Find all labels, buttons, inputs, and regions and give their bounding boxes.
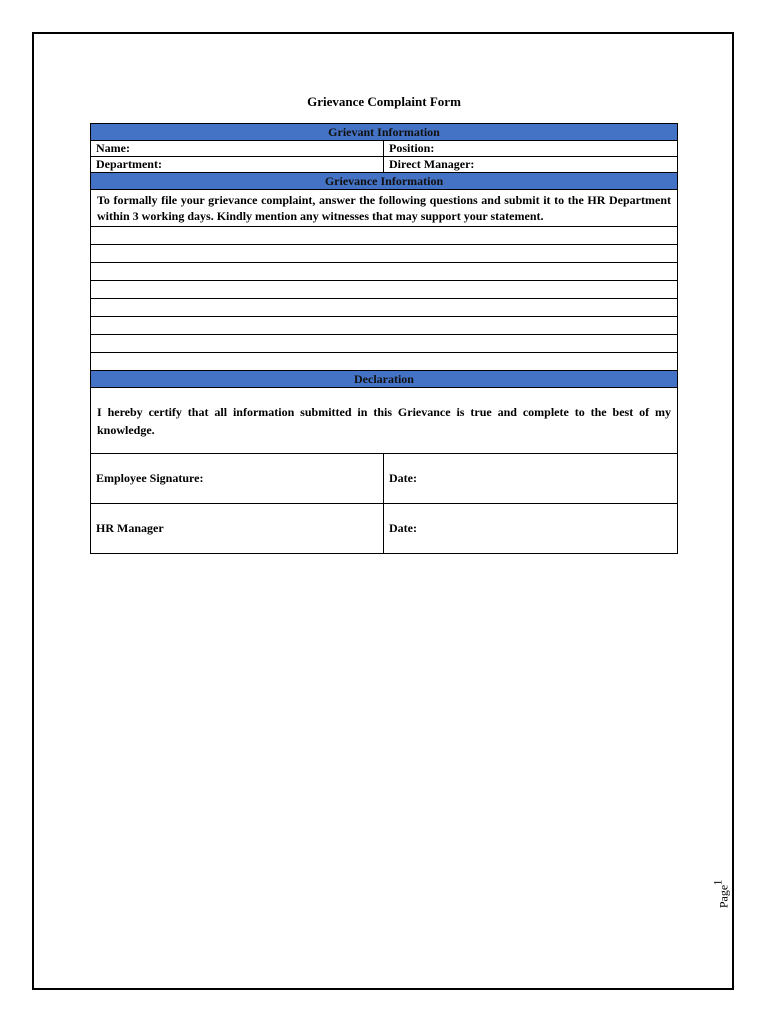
answer-line-field[interactable] <box>91 281 677 298</box>
name-field[interactable]: Name: <box>91 141 384 156</box>
answer-line <box>91 317 677 335</box>
answer-line-field[interactable] <box>91 335 677 352</box>
position-field[interactable]: Position: <box>389 141 435 155</box>
department-manager-row <box>91 157 677 173</box>
declaration-header: Declaration <box>91 371 677 387</box>
answer-line <box>91 245 677 263</box>
instructions-row <box>91 190 677 227</box>
hr-date-field[interactable]: Date: <box>389 521 417 535</box>
answer-line-field[interactable] <box>91 227 677 244</box>
name-position-row <box>91 141 677 157</box>
form-title: Grievance Complaint Form <box>307 94 461 109</box>
answer-line-field[interactable] <box>91 245 677 262</box>
answer-line-field[interactable] <box>91 317 677 334</box>
answer-line-field[interactable] <box>91 263 677 280</box>
employee-signature-field[interactable]: Employee Signature: <box>91 454 384 503</box>
answer-line <box>91 353 677 371</box>
hr-manager-field[interactable]: HR Manager <box>91 504 384 553</box>
answer-line <box>91 263 677 281</box>
grievance-info-header-row <box>91 173 677 190</box>
employee-date-field[interactable]: Date: <box>389 471 417 485</box>
answer-line <box>91 227 677 245</box>
employee-signature-row <box>91 454 677 504</box>
grievance-instructions: To formally file your grievance complaint, answer the following questions and submit it to the HR Department within 3 working days. Kindly mention any witnesses that may support your statement. <box>97 193 671 223</box>
page-number-value: 1 <box>710 879 725 886</box>
grievant-info-header: Grievant Information <box>91 124 677 140</box>
answer-line-field[interactable] <box>91 353 677 370</box>
answer-line <box>91 335 677 353</box>
hr-manager-row <box>91 504 677 553</box>
grievance-info-header: Grievance Information <box>91 173 677 189</box>
department-field[interactable]: Department: <box>91 157 384 172</box>
answer-line <box>91 281 677 299</box>
direct-manager-field[interactable]: Direct Manager: <box>389 157 475 171</box>
page-number <box>710 875 735 920</box>
declaration-text-row <box>91 388 677 454</box>
grievance-form-table <box>90 123 678 554</box>
answer-line <box>91 299 677 317</box>
answer-line-field[interactable] <box>91 299 677 316</box>
declaration-header-row <box>91 371 677 388</box>
grievant-info-header-row <box>91 124 677 141</box>
declaration-text: I hereby certify that all information submitted in this Grievance is true and complete to the best of my knowledge. <box>97 405 671 437</box>
page-label: Page <box>716 884 731 909</box>
